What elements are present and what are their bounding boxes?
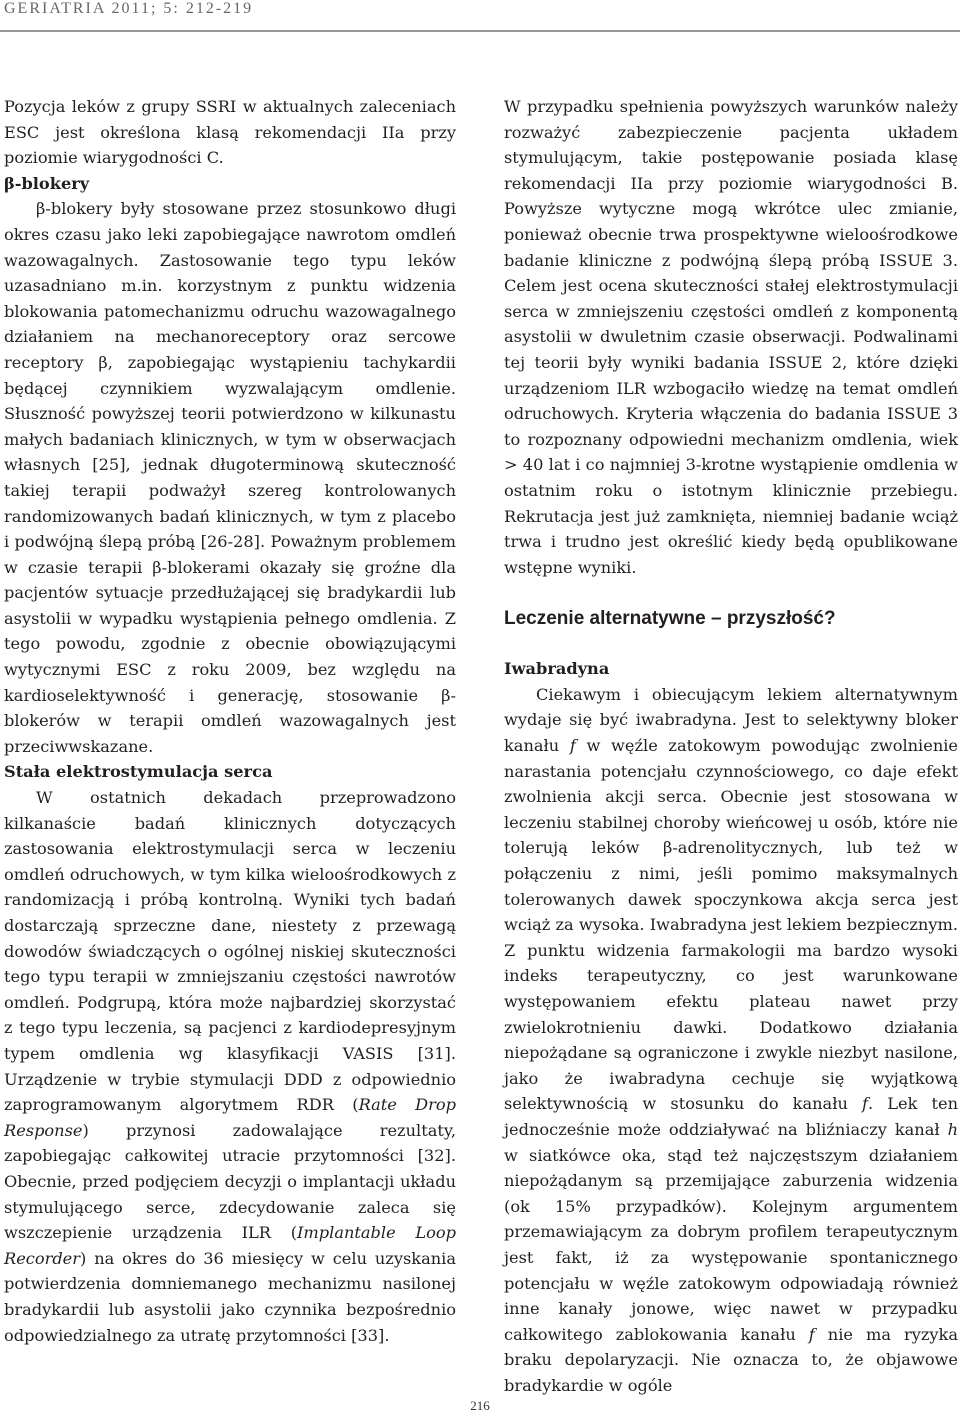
pacing-heading: Stała elektrostymulacja serca — [4, 762, 273, 782]
iva-f-channel-1: f — [569, 736, 576, 756]
iva-f-channel-2: f — [861, 1094, 868, 1114]
ivabradine-paragraph — [504, 682, 958, 1399]
right-column — [504, 94, 958, 1399]
iva-h-channel: h — [947, 1119, 958, 1139]
issue3-paragraph: W przypadku spełnienia powyższych warunków należy rozważyć zabezpieczenie pacjenta układem stymulującym, takie postępowanie posiada klasę rekomendacji IIa przy poziomie wiarygodności B. Powyższe wytyczne mogą wkrótce ulec zmianie, ponieważ obecnie trwa prospektywne wieloośrodkowe badanie kliniczne z podwójną ślepą próbą ISSUE 3. Celem jest ocena skuteczności stałej elektrostymulacji serca w zmniejszeniu częstości omdleń z komponentą asystolii w dwuletnim czasie obserwacji. Podwalinami tej teorii były wyniki badania ISSUE 2, które dzięki urządzeniom ILR wzbogaciło wiedzę na temat omdleń odruchowych. Kryteria włączenia do badania ISSUE 3 to rozpoznany odpowiedni mechanizm omdlenia, wiek > 40 lat i co najmniej 3-krotne wystąpienie omdlenia w ostatnim roku o istotnym klinicznie przebiegu. Rekrutacja jest już zamknięta, niemniej badanie wciąż trwa i trudno jest określić kiedy będą opublikowane wstępne wyniki. — [504, 97, 958, 577]
header-rule — [0, 30, 960, 32]
pacing-paragraph — [4, 785, 456, 1348]
left-column — [4, 94, 456, 1348]
iva-text-1: Ciekawym i obiecującym lekiem alternatywnym wydaje się być iwabradyna. Jest to selektywny bloker kanału — [504, 684, 958, 756]
ssri-paragraph: Pozycja leków z grupy SSRI w aktualnych zaleceniach ESC jest określona klasą rekomendacji IIa przy poziomie wiarygodności C. — [4, 97, 456, 168]
pacing-italic-rdr: Rate Drop Response — [4, 1095, 457, 1140]
page-number: 216 — [470, 1398, 490, 1413]
iva-text-5: nie ma ryzyka braku depolaryzacji. Nie oznacza to, że objawowe bradykardie w ogóle — [504, 1324, 958, 1395]
beta-blockers-paragraph: β-blokery były stosowane przez stosunkowo długi okres czasu jako leki zapobiegające nawrotom omdleń wazowagalnych. Zastosowanie tego typu leków uzasadniano m.in. korzystnym z punktu widzenia blokowania patomechanizmu odruchu wazowagalnego działaniem na mechanoreceptory oraz sercowe receptory β, zapobiegając wystąpieniu tachykardii będącej czynnikiem wyzwalającym omdlenie. Słuszność powyższej teorii potwierdzono w kilkunastu małych badaniach klinicznych, w tym w obserwacjach własnych [25], jednak długoterminową skuteczność takiej terapii podważył szereg kontrolowanych randomizowanych badań klinicznych, w tym z placebo i podwójną ślepą próbą [26-28]. Poważnym problemem w czasie terapii β-blokerami okazały się groźne dla pacjentów sytuacje przedłużającej się bradykardii lub asystolii w wypadku wystąpienia pełnego omdlenia. Z tego powodu, zgodnie z obecnie obowiązującymi wytycznymi ESC z roku 2009, bez względu na kardioselektywność i generację, stosowanie β-blokerów w terapii omdleń wazowagalnych jest przeciwwskazane. — [4, 199, 456, 756]
pacing-text-1: W ostatnich dekadach przeprowadzono kilkanaście badań klinicznych dotyczących zastosowania elektrostymulacji serca w leczeniu omdleń odruchowych, w tym kilka wieloośrodkowych z randomizacją i próbą kontrolną. Wyniki tych badań dostarczają sprzeczne dane, niestety z przewagą dowodów świadczących o ogólnej niskiej skuteczności tego typu terapii w zmniejszaniu częstości nawrotów omdleń. Podgrupą, która może najbardziej skorzystać z tego typu leczenia, są pacjenci z kardiodepresyjnym typem omdlenia wg klasyfikacji VASIS [31]. Urządzenie w trybie stymulacji DDD z odpowiednio zaprogramowanym algorytmem RDR ( — [4, 788, 456, 1115]
running-head: GERIATRIA 2011; 5: 212-219 — [4, 0, 254, 17]
beta-blockers-heading: β-blokery — [4, 173, 90, 193]
pacing-text-3: ) na okres do 36 miesięcy w celu uzyskania potwierdzenia domniemanego mechanizmu nasilonej bradykardii lub asystolii jako czynnika bezpośrednio odpowiedzialnego za utratę przytomności [33]. — [4, 1248, 456, 1345]
iva-text-2: w węźle zatokowym powodując zwolnienie narastania potencjału czynnościowego, co daje efekt zwolnienia akcji serca. Obecnie jest stosowana w leczeniu stabilnej choroby wieńcowej u osób, które nie tolerują leków β-adrenolitycznych, lub też w połączeniu z nimi, jeśli pomimo maksymalnych tolerowanych dawek spoczynkowa akcja serca jest wciąż za wysoka. Iwabradyna jest lekiem bezpiecznym. Z punktu widzenia farmakologii ma bardzo wysoki indeks terapeutyczny, co jest warunkowane występowaniem efektu plateau nawet przy zwielokrotnieniu dawki. Dodatkowo działania niepożądane są ograniczone i zwykle niezbyt nasilone, jako że iwabradyna cechuje się wyjątkową selektywnością w stosunku do kanału — [504, 736, 958, 1114]
iva-text-3: . Lek ten jednocześnie może oddziaływać na bliźniaczy kanał — [504, 1094, 958, 1139]
ivabradine-heading: Iwabradyna — [504, 659, 610, 679]
iva-text-4: w siatkówce oka, stąd też najczęstszym działaniem niepożądanym są przemijające zaburzenia widzenia (ok 15% przypadków). Kolejnym argumentem przemawiającym za dobrym profilem terapeutycznym jest fakt, iż za występowanie spontanicznego potencjału w węźle zatokowym odpowiadają również inne kanały jonowe, więc nawet w przypadku całkowitego zablokowania kanału — [504, 1145, 958, 1344]
pacing-italic-ilr: Implantable Loop Recorder — [4, 1223, 456, 1268]
alternative-treatment-heading: Leczenie alternatywne – przyszłość? — [504, 608, 836, 630]
iva-f-channel-3: f — [808, 1324, 815, 1344]
pacing-text-2: ) przynosi zadowalające rezultaty, zapobiegając całkowitej utracie przytomności [32]. Obecnie, przed podjęciem decyzji o implantacji układu stymulującego serce, zdecydowanie zaleca się wszczepienie urządzenia ILR ( — [4, 1120, 456, 1243]
